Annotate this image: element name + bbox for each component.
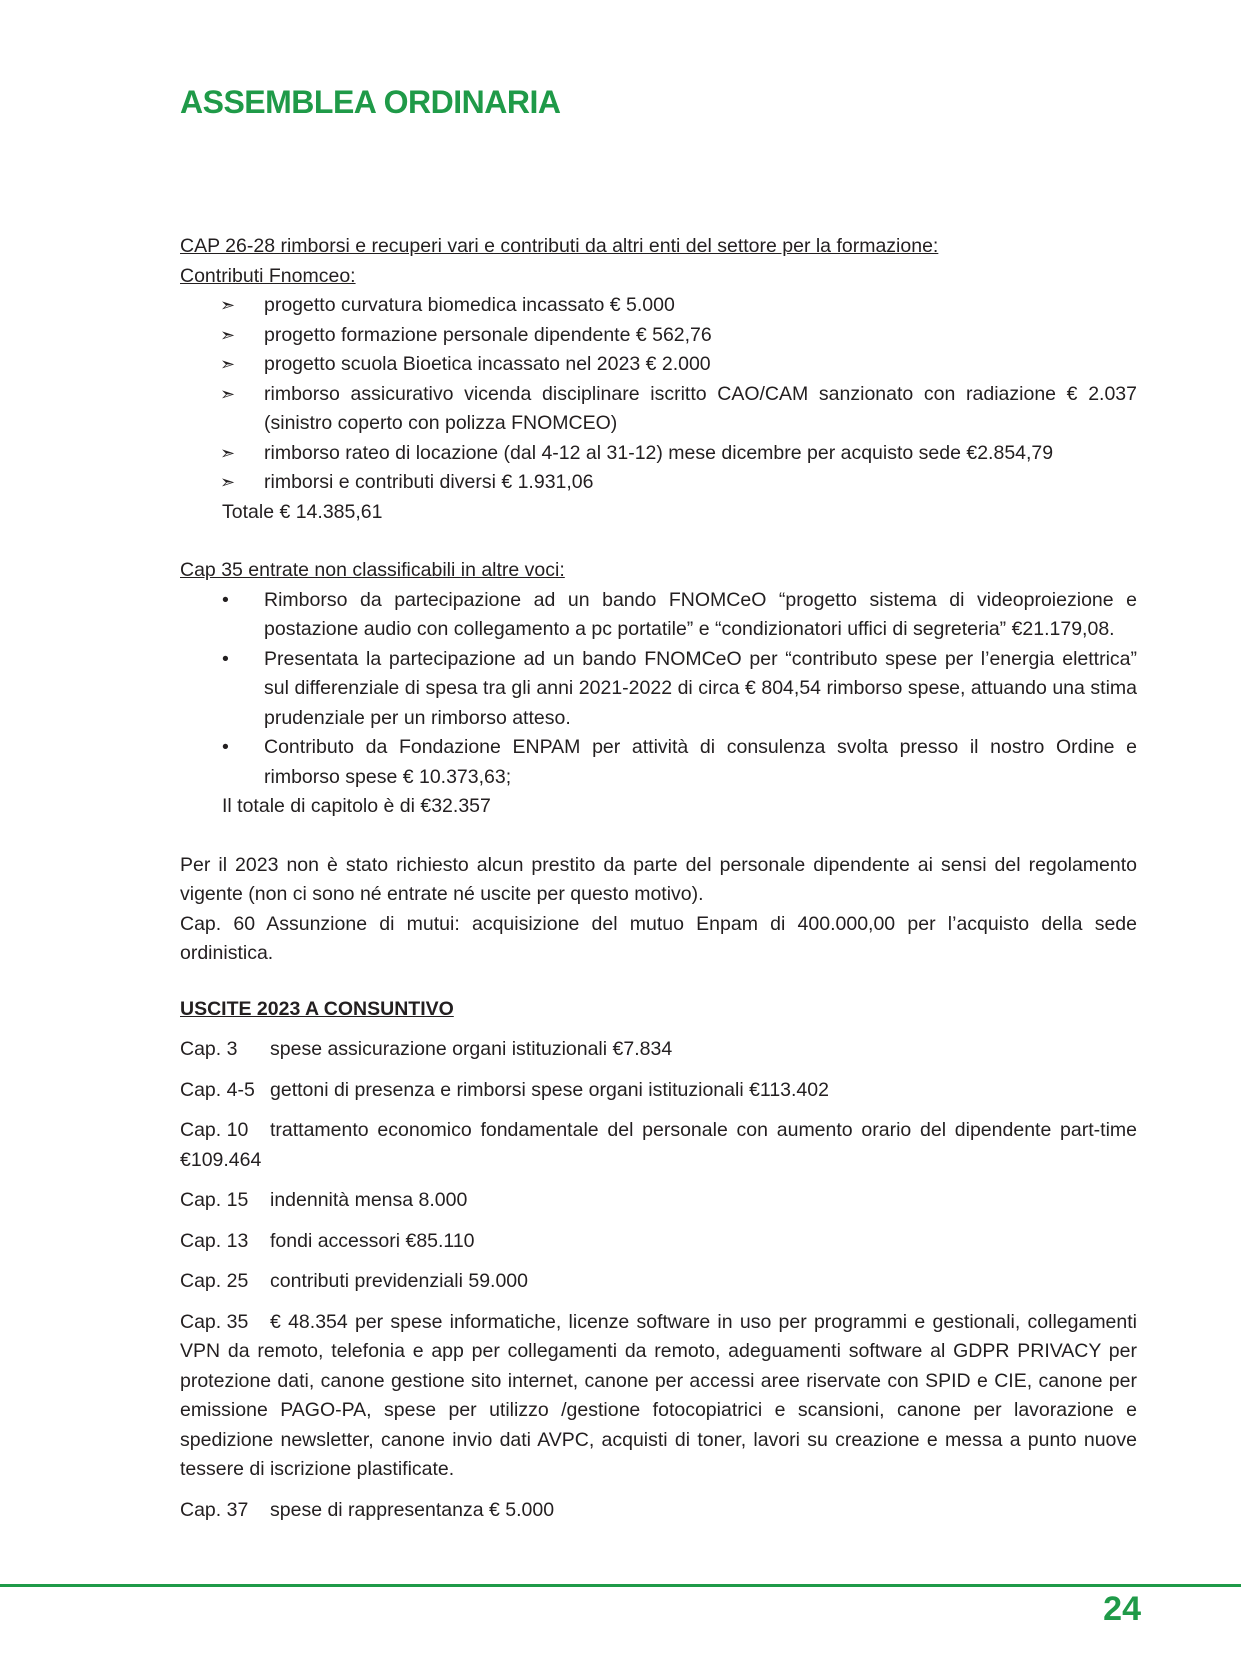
section-heading: Cap 35 entrate non classificabili in altre voci: bbox=[180, 559, 565, 581]
list-item: ➣ rimborsi e contributi diversi € 1.931,06 bbox=[180, 468, 1137, 498]
chapter-label: Cap. 3 bbox=[180, 1038, 238, 1060]
section-expenses bbox=[180, 995, 1137, 1526]
chapter-label: Cap. 13 bbox=[180, 1229, 249, 1252]
arrow-bullet-icon: ➣ bbox=[220, 324, 236, 345]
bullet-icon: • bbox=[222, 736, 229, 758]
expense-text: contributi previdenziali 59.000 bbox=[270, 1270, 528, 1292]
list-item: ➣ progetto formazione personale dipendente € 562,76 bbox=[180, 321, 1137, 351]
list-item: ➣ progetto scuola Bioetica incassato nel 2023 € 2.000 bbox=[180, 350, 1137, 380]
other-revenue-list bbox=[180, 586, 1137, 793]
list-item: • Contributo da Fondazione ENPAM per attività di consulenza svolta presso il nostro Ordine e rimborso spese € 10.373,63; bbox=[180, 733, 1137, 792]
document-body bbox=[180, 232, 1137, 1525]
expense-row bbox=[180, 1308, 1137, 1485]
expense-text: fondi accessori €85.110 bbox=[270, 1229, 475, 1252]
contributions-list bbox=[180, 291, 1137, 498]
section-total: Il totale di capitolo è di €32.357 bbox=[222, 795, 491, 817]
list-item: ➣ progetto curvatura biomedica incassato € 5.000 bbox=[180, 291, 1137, 321]
page-title: ASSEMBLEA ORDINARIA bbox=[180, 84, 561, 120]
arrow-bullet-icon: ➣ bbox=[220, 472, 236, 492]
arrow-bullet-icon: ➣ bbox=[220, 383, 236, 404]
list-item: • Presentata la partecipazione ad un bando FNOMCeO per “contributo spese per l’energia elettrica” sul differenziale di spesa tra gli anni 2021-2022 di circa € 804,54 rimborso spese, attuando una stima prudenziale per un rimborso atteso. bbox=[180, 645, 1137, 734]
bullet-icon: • bbox=[222, 647, 229, 670]
paragraph-mortgage: Cap. 60 Assunzione di mutui: acquisizione del mutuo Enpam di 400.000,00 per l’acquisto della sede ordinistica. bbox=[180, 912, 1137, 964]
expense-row bbox=[180, 1227, 1137, 1257]
expense-row bbox=[180, 1035, 1137, 1065]
expense-text: gettoni di presenza e rimborsi spese organi istituzionali €113.402 bbox=[270, 1078, 829, 1101]
expense-text: spese assicurazione organi istituzionali €7.834 bbox=[270, 1038, 673, 1060]
list-item: • Rimborso da partecipazione ad un bando FNOMCeO “progetto sistema di videoproiezione e postazione audio con collegamento a pc portatile” e “condizionatori uffici di segreteria” €21.179,08. bbox=[180, 586, 1137, 645]
paragraph-loans: Per il 2023 non è stato richiesto alcun prestito da parte del personale dipendente ai sensi del regolamento vigente (non ci sono né entrate né uscite per questo motivo). bbox=[180, 853, 1137, 905]
footer-divider bbox=[0, 1584, 1241, 1587]
list-item: ➣ rimborso rateo di locazione (dal 4-12 al 31-12) mese dicembre per acquisto sede €2.854,79 bbox=[180, 439, 1137, 469]
list-item: ➣ rimborso assicurativo vicenda disciplinare iscritto CAO/CAM sanzionato con radiazione € 2.037 (sinistro coperto con polizza FNOMCEO) bbox=[180, 380, 1137, 439]
chapter-label: Cap. 15 bbox=[180, 1189, 249, 1211]
expenses-heading: USCITE 2023 A CONSUNTIVO bbox=[180, 997, 454, 1020]
bullet-icon: • bbox=[222, 588, 229, 611]
expense-row bbox=[180, 1267, 1137, 1297]
expense-row bbox=[180, 1496, 1137, 1526]
page-number: 24 bbox=[1103, 1590, 1141, 1628]
section-revenue-35 bbox=[180, 556, 1137, 822]
section-subheading: Contributi Fnomceo: bbox=[180, 264, 356, 287]
section-total: Totale € 14.385,61 bbox=[222, 500, 383, 523]
expense-text: € 48.354 per spese informatiche, licenze software in uso per programmi e gestionali, collegamenti VPN da remoto, telefonia e app per collegamenti da remoto, adeguamenti software al GDPR PRIVACY per protezione dati, canone gestione sito internet, canone per accessi aree riservate con SPID e CIE, canone per emissione PAGO-PA, spese per utilizzo /gestione fotocopiatrici e scansioni, canone per lavorazione e spedizione newsletter, canone invio dati AVPC, acquisti di toner, lavori su creazione e messa a punto nuove tessere di iscrizione plastificate. bbox=[180, 1310, 1137, 1480]
expense-text: indennità mensa 8.000 bbox=[270, 1189, 468, 1211]
chapter-label: Cap. 4-5 bbox=[180, 1078, 255, 1101]
arrow-bullet-icon: ➣ bbox=[220, 354, 236, 374]
expense-row bbox=[180, 1076, 1137, 1106]
arrow-bullet-icon: ➣ bbox=[220, 295, 236, 315]
expense-text: spese di rappresentanza € 5.000 bbox=[270, 1498, 555, 1521]
chapter-label: Cap. 25 bbox=[180, 1270, 249, 1292]
expense-text: trattamento economico fondamentale del personale con aumento orario del dipendente part-time €109.464 bbox=[180, 1119, 1137, 1171]
chapter-label: Cap. 37 bbox=[180, 1498, 249, 1521]
section-revenue-26-28 bbox=[180, 232, 1137, 527]
section-heading: CAP 26-28 rimborsi e recuperi vari e contributi da altri enti del settore per la formazione: bbox=[180, 235, 939, 257]
chapter-label: Cap. 35 bbox=[180, 1310, 249, 1333]
expense-row bbox=[180, 1116, 1137, 1175]
arrow-bullet-icon: ➣ bbox=[220, 442, 236, 463]
chapter-label: Cap. 10 bbox=[180, 1119, 249, 1141]
expense-row bbox=[180, 1186, 1137, 1216]
